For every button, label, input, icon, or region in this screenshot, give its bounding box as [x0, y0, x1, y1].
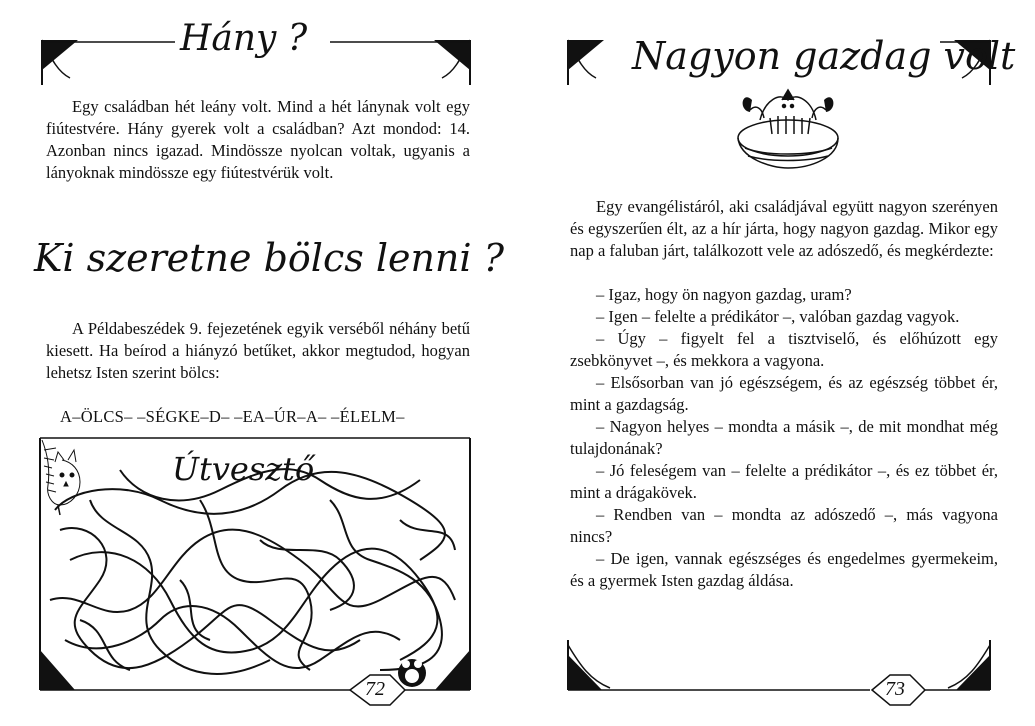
dialog-line: – De igen, vannak egészséges és engedelmes gyermekeim, és a gyermek Isten gazdag áldása. [570, 549, 998, 590]
dialog-line: – Igen – felelte a prédikátor –, valóban gazdag vagyok. [596, 307, 960, 326]
dialog-line: – Igaz, hogy ön nagyon gazdag, uram? [596, 285, 852, 304]
page-number-left: 72 [365, 678, 385, 700]
dialog-line: – Elsősorban van jó egészségem, és az egészség többet ér, mint a gazdagság. [570, 373, 998, 414]
left-page [0, 0, 515, 726]
dialog-line: – Úgy – figyelt fel a tisztviselő, és előhúzott egy zsebkönyvet –, és mekkora a vagyona. [570, 329, 998, 370]
right-page [520, 0, 1035, 726]
page-number-right: 73 [885, 678, 905, 700]
bottom-frame-right [520, 0, 1035, 726]
title-nagyon-gazdag: Nagyon gazdag volt [632, 34, 1016, 78]
story-intro: Egy evangélistáról, aki családjával együtt nagyon szerényen és egyszerűen élt, az a hír járta, hogy nagyon gazdag. Mikor egy nap a faluban járt, találkozott vele az adószedő, és megkérdezte: [570, 197, 998, 260]
title-bolcs: Ki szeretne bölcs lenni ? [34, 236, 505, 280]
title-utveszto: Útvesztő [172, 450, 315, 488]
paragraph-hany-text: Egy családban hét leány volt. Mind a hét lánynak volt egy fiútestvére. Hány gyerek volt a családban? Azt mondod: 14. Azonban nincs igazad. Mindössze nyolcan voltak, ugyanis a lányoknak mindössze egy fiútestvérük volt. [46, 97, 470, 182]
dialog-line: – Jó feleségem van – felelte a prédikátor –, és ez többet ér, mint a drágakövek. [570, 461, 998, 502]
puzzle-line: A–ÖLCS– –SÉGKE–D– –EA–ÚR–A– –ÉLELM– [60, 407, 405, 426]
dialog-line: – Rendben van – mondta az adószedő –, más vagyona nincs? [570, 505, 998, 546]
dialog-line: – Nagyon helyes – mondta a másik –, de mit mondhat még tulajdonának? [570, 417, 998, 458]
page-number-badge-left [0, 0, 515, 726]
paragraph-bolcs-text: A Példabeszédek 9. fejezetének egyik verséből néhány betű kiesett. Ha beírod a hiányzó betűket, akkor megtudod, hogyan lehetsz Isten szerint bölcs: [46, 319, 470, 382]
title-hany: Hány ? [180, 18, 308, 59]
